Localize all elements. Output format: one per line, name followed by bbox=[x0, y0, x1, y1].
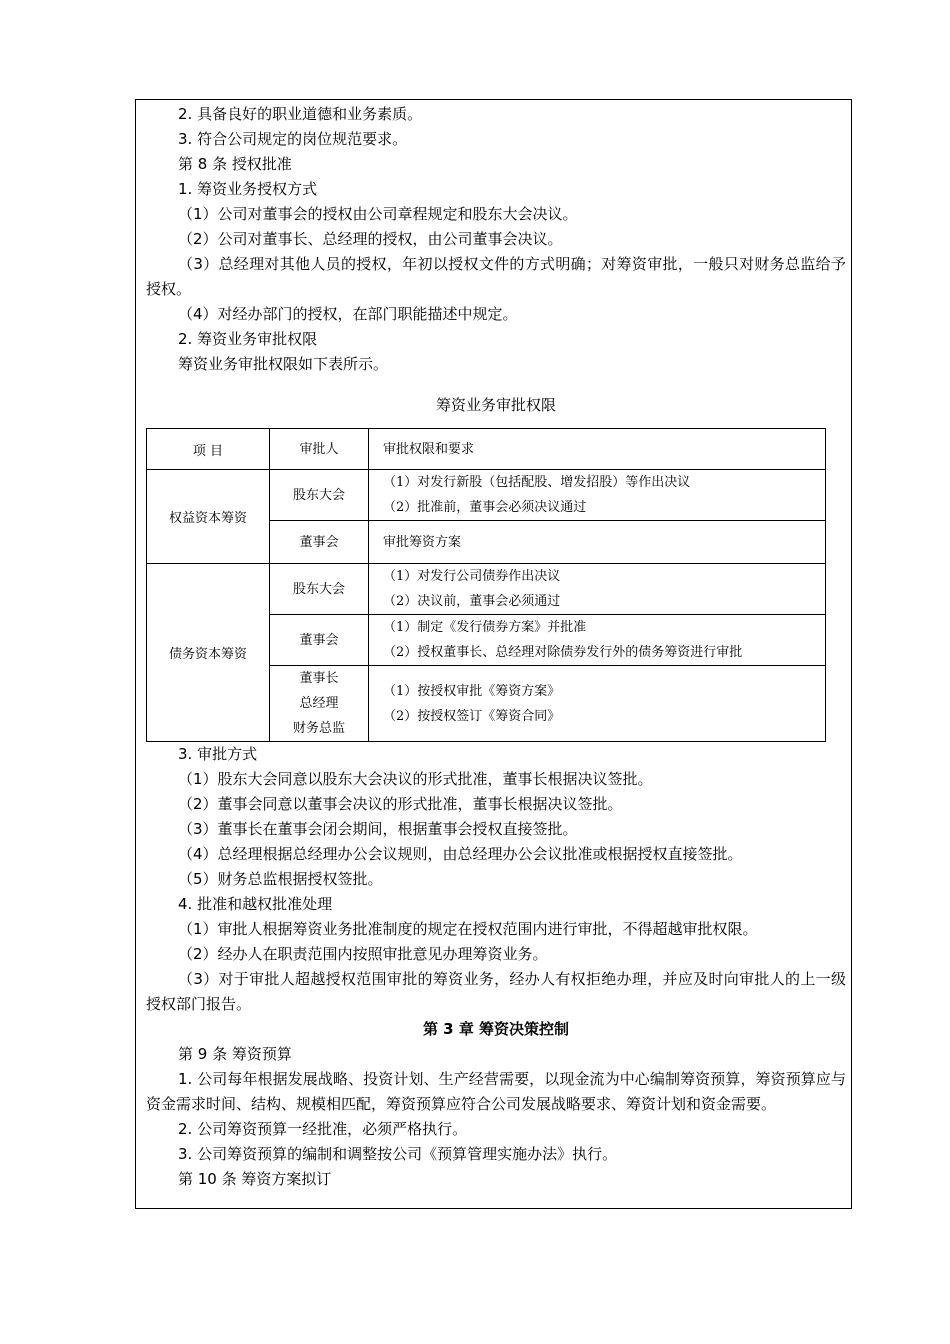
method-item: （1）股东大会同意以股东大会决议的形式批准，董事长根据决议签批。 bbox=[178, 770, 653, 788]
approver-cell: 董事会 bbox=[270, 615, 369, 666]
requirement-line: （2）授权董事长、总经理对除债券发行外的债务筹资进行审批 bbox=[383, 645, 743, 660]
qualification-item-3: 3. 符合公司规定的岗位规范要求。 bbox=[178, 130, 408, 148]
table-header-row bbox=[147, 429, 826, 470]
auth-item-3: （3）总经理对其他人员的授权，年初以授权文件的方式明确；对筹资审批，一般只对财务总监给予授权。 bbox=[146, 255, 846, 298]
approval-table bbox=[146, 428, 826, 742]
header-requirements: 审批权限和要求 bbox=[369, 429, 826, 470]
excess-heading: 4. 批准和越权批准处理 bbox=[178, 895, 333, 913]
method-item: （5）财务总监根据授权签批。 bbox=[178, 870, 383, 888]
method-item: （4）总经理根据总经理办公会议规则，由总经理办公会议批准或根据授权直接签批。 bbox=[178, 845, 743, 863]
method-item: （3）董事长在董事会闭会期间，根据董事会授权直接签批。 bbox=[178, 820, 578, 838]
article-9-title: 第 9 条 筹资预算 bbox=[178, 1045, 292, 1063]
auth-item-2: （2）公司对董事长、总经理的授权，由公司董事会决议。 bbox=[178, 230, 563, 248]
table-row bbox=[147, 470, 826, 521]
approver-cell: 股东大会 bbox=[270, 470, 369, 521]
excess-item: （2）经办人在职责范围内按照审批意见办理筹资业务。 bbox=[178, 945, 548, 963]
requirement-line: （1）对发行新股（包括配股、增发招股）等作出决议 bbox=[383, 475, 691, 490]
requirement-cell bbox=[369, 470, 826, 521]
excess-item-3: （3）对于审批人超越授权范围审批的筹资业务，经办人有权拒绝办理，并应及时向审批人的上一级授权部门报告。 bbox=[146, 970, 846, 1013]
approver-line: 董事长 bbox=[299, 671, 339, 686]
table-caption: 筹资业务审批权限 bbox=[435, 396, 556, 414]
requirement-cell bbox=[369, 615, 826, 666]
requirement-line: （1）按授权审批《筹资方案》 bbox=[383, 683, 561, 699]
requirement-line: （2）批准前，董事会必须决议通过 bbox=[383, 500, 587, 515]
approver-line: 总经理 bbox=[299, 696, 339, 711]
approver-line: 财务总监 bbox=[292, 721, 345, 736]
article-9-item-3: 3. 公司筹资预算的编制和调整按公司《预算管理实施办法》执行。 bbox=[178, 1145, 618, 1163]
requirement-cell bbox=[369, 564, 826, 615]
category-debt: 债务资本筹资 bbox=[147, 564, 270, 742]
approver-cell: 董事会 bbox=[270, 521, 369, 564]
approver-cell bbox=[270, 666, 369, 742]
requirement-line: （1）对发行公司债券作出决议 bbox=[383, 569, 561, 584]
table-row bbox=[147, 564, 826, 615]
article-8-title: 第 8 条 授权批准 bbox=[178, 155, 292, 173]
requirement-line: 审批筹资方案 bbox=[383, 534, 462, 550]
method-item: （2）董事会同意以董事会决议的形式批准，董事长根据决议签批。 bbox=[178, 795, 623, 813]
limits-intro: 筹资业务审批权限如下表所示。 bbox=[178, 355, 389, 373]
requirement-cell bbox=[369, 521, 826, 564]
requirement-line: （2）决议前，董事会必须通过 bbox=[383, 594, 561, 609]
article-9-item-1: 1. 公司每年根据发展战略、投资计划、生产经营需要，以现金流为中心编制筹资预算，筹资预算应与资金需求时间、结构、规模相匹配，筹资预算应符合公司发展战略要求、筹资计划和资金需要。 bbox=[146, 1070, 846, 1113]
article-9-item-2: 2. 公司筹资预算一经批准，必须严格执行。 bbox=[178, 1120, 468, 1138]
auth-item-4: （4）对经办部门的授权，在部门职能描述中规定。 bbox=[178, 305, 518, 323]
requirement-line: （1）制定《发行债券方案》并批准 bbox=[383, 620, 587, 635]
auth-item-1: （1）公司对董事会的授权由公司章程规定和股东大会决议。 bbox=[178, 205, 578, 223]
excess-item: （1）审批人根据筹资业务批准制度的规定在授权范围内进行审批，不得超越审批权限。 bbox=[178, 920, 758, 938]
auth-method-heading: 1. 筹资业务授权方式 bbox=[178, 180, 318, 198]
document-frame bbox=[135, 99, 852, 1209]
document-body bbox=[146, 102, 846, 1192]
header-approver: 审批人 bbox=[270, 429, 369, 470]
qualification-item-2: 2. 具备良好的职业道德和业务素质。 bbox=[178, 105, 423, 123]
header-item: 项 目 bbox=[147, 429, 270, 470]
method-heading: 3. 审批方式 bbox=[178, 745, 258, 763]
approver-cell: 股东大会 bbox=[270, 564, 369, 615]
requirement-cell bbox=[369, 666, 826, 742]
requirement-line: （2）按授权签订《筹资合同》 bbox=[383, 708, 561, 724]
article-10-title: 第 10 条 筹资方案拟订 bbox=[178, 1170, 332, 1188]
category-equity: 权益资本筹资 bbox=[147, 470, 270, 564]
limits-heading: 2. 筹资业务审批权限 bbox=[178, 330, 318, 348]
chapter-title: 第 3 章 筹资决策控制 bbox=[422, 1020, 570, 1038]
